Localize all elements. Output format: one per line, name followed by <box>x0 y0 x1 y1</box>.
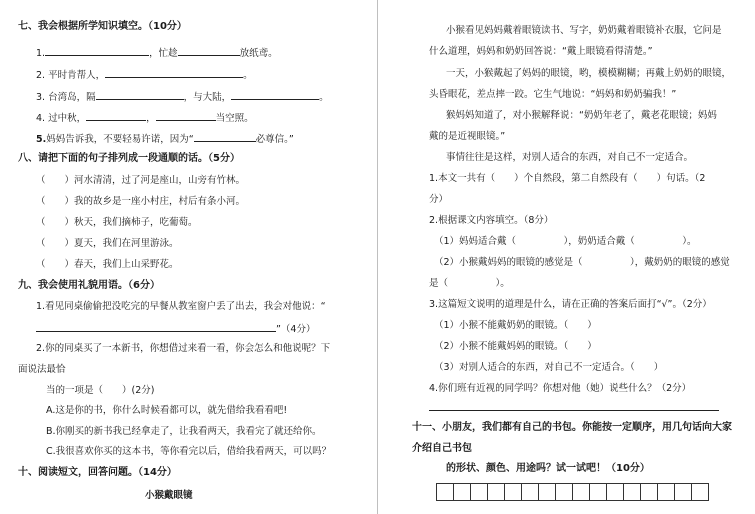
grid-cell[interactable] <box>538 483 556 501</box>
grid-cell[interactable] <box>589 483 607 501</box>
grid-cell[interactable] <box>623 483 641 501</box>
answer-blank[interactable] <box>156 111 216 121</box>
grid-cell[interactable] <box>555 483 573 501</box>
question-2-1[interactable]: （1）妈妈适合戴（ ），奶奶适合戴（ ）。 <box>434 236 697 247</box>
grid-cell[interactable] <box>640 483 658 501</box>
sec9-option-c[interactable]: C.我很喜欢你买的这本书，等你看完以后，借给我看两天，可以吗？ <box>46 446 332 457</box>
passage-p1-line2: 什么道理，妈妈和奶奶回答说：“戴上眼镜看得清楚。” <box>429 46 653 57</box>
section-11-title-cont: 介绍自己书包 <box>412 443 472 454</box>
grid-cell[interactable] <box>572 483 590 501</box>
grid-cell[interactable] <box>606 483 624 501</box>
grid-cell[interactable] <box>453 483 471 501</box>
grid-cell[interactable] <box>487 483 505 501</box>
section-11-title-line3: 的形状、颜色、用途吗？试一试吧！（10分） <box>446 463 650 474</box>
grid-cell[interactable] <box>436 483 454 501</box>
sec9-q2: 2.你的同桌买了一本新书，你想借过来看一看，你会怎么和他说呢？下 <box>36 343 331 354</box>
section-11-title: 十一、小朋友，我们都有自己的书包。你能按一定顺序，用几句话向大家 <box>412 422 732 433</box>
grid-cell[interactable] <box>691 483 709 501</box>
sec7-q3: 3. 台湾岛，隔 ，与大陆， 。 <box>36 92 329 103</box>
sec8-item[interactable]: （ ）夏天，我们在河里游泳。 <box>36 238 179 249</box>
grid-cell[interactable] <box>521 483 539 501</box>
answer-blank[interactable] <box>86 111 146 121</box>
passage-p3-line1: 猴妈妈知道了，对小猴解释说：“奶奶年老了，戴老花眼镜；妈妈 <box>446 110 717 121</box>
passage-p2-line2: 头昏眼花，差点摔一跤。它生气地说：“妈妈和奶奶骗我！” <box>429 89 677 100</box>
sec7-q4: 4. 过中秋， ， 当空照。 <box>36 113 254 124</box>
section-9-title: 九、我会使用礼貌用语。（6分） <box>18 280 160 291</box>
sec9-q2-cont: 面说法最恰 <box>18 364 66 375</box>
sec9-q1-answer: ”（4分） <box>36 322 315 336</box>
section-8-title: 八、请把下面的句子排列成一段通顺的话。（5分） <box>18 153 240 164</box>
question-3-option-1[interactable]: （1）小猴不能戴奶奶的眼镜。（ ） <box>434 320 597 331</box>
answer-blank[interactable] <box>231 90 319 100</box>
section-10-title: 十、阅读短文，回答问题。（14分） <box>18 467 177 478</box>
grid-cell[interactable] <box>657 483 675 501</box>
sec7-q1: 1. ，忙趁 放纸鸢。 <box>36 48 278 59</box>
answer-blank[interactable] <box>36 322 276 332</box>
answer-blank[interactable] <box>96 90 184 100</box>
section-7-title: 七、我会根据所学知识填空。（10分） <box>18 21 187 32</box>
grid-cell[interactable] <box>674 483 692 501</box>
answer-blank[interactable] <box>178 46 240 56</box>
answer-blank[interactable] <box>45 46 149 56</box>
answer-blank[interactable] <box>105 68 243 78</box>
question-1-line2: 分） <box>429 194 449 205</box>
sec8-item[interactable]: （ ）我的故乡是一座小村庄，村后有条小河。 <box>36 196 246 207</box>
question-2-3[interactable]: 是（ ）。 <box>429 278 510 289</box>
passage-p4: 事情往往是这样，对别人适合的东西，对自己不一定适合。 <box>446 152 694 163</box>
passage-p3-line2: 戴的是近视眼镜。” <box>429 131 506 142</box>
question-4: 4.你们班有近视的同学吗？你想对他（她）说些什么？（2分） <box>429 383 692 394</box>
question-3: 3.这篇短文说明的道理是什么，请在正确的答案后面打“√”。（2分） <box>429 299 712 310</box>
sec7-q2: 2. 平时肯帮人， 。 <box>36 70 253 81</box>
answer-line[interactable] <box>429 410 719 411</box>
sec9-option-b[interactable]: B.你刚买的新书我已经拿走了，让我看两天，我看完了就还给你。 <box>46 426 322 437</box>
passage-p1-line1: 小猴看见妈妈戴着眼镜读书、写字，奶奶戴着眼镜补衣服，它问是 <box>446 25 722 36</box>
sec7-q5: 5.妈妈告诉我，不要轻易许诺，因为“ 必尊信。” <box>36 134 294 145</box>
question-3-option-3[interactable]: （3）对别人适合的东西，对自己不一定适合。（ ） <box>434 362 664 373</box>
sec9-q1: 1.看见同桌偷偷把没吃完的早餐从教室窗户丢了出去，我会对他说：“ <box>36 301 326 312</box>
question-1-line1: 1.本文一共有（ ）个自然段，第二自然段有（ ）句话。（2 <box>429 173 706 184</box>
sec8-item[interactable]: （ ）河水清清，过了河是座山，山旁有竹林。 <box>36 175 246 186</box>
grid-cell[interactable] <box>504 483 522 501</box>
sec8-item[interactable]: （ ）春天，我们上山采野花。 <box>36 259 179 270</box>
sec9-option-a[interactable]: A.这是你的书，你什么时候看都可以，就先借给我看看吧! <box>46 405 288 416</box>
grid-cell[interactable] <box>470 483 488 501</box>
writing-grid[interactable] <box>436 483 708 501</box>
passage-title: 小猴戴眼镜 <box>145 490 193 501</box>
passage-p2-line1: 一天，小猴戴起了妈妈的眼镜，哟，模模糊糊；再戴上奶奶的眼镜， <box>446 68 732 79</box>
sec8-item[interactable]: （ ）秋天，我们摘柿子，吃葡萄。 <box>36 217 198 228</box>
answer-blank[interactable] <box>194 132 256 142</box>
question-3-option-2[interactable]: （2）小猴不能戴妈妈的眼镜。（ ） <box>434 341 597 352</box>
question-2-2[interactable]: （2）小猴戴妈妈的眼镜的感觉是（ ），戴奶奶的眼镜的感觉 <box>434 257 730 268</box>
sec9-q2-line2: 当的一项是（ ）(2分) <box>46 385 155 396</box>
question-2: 2.根据课文内容填空。（8分） <box>429 215 554 226</box>
